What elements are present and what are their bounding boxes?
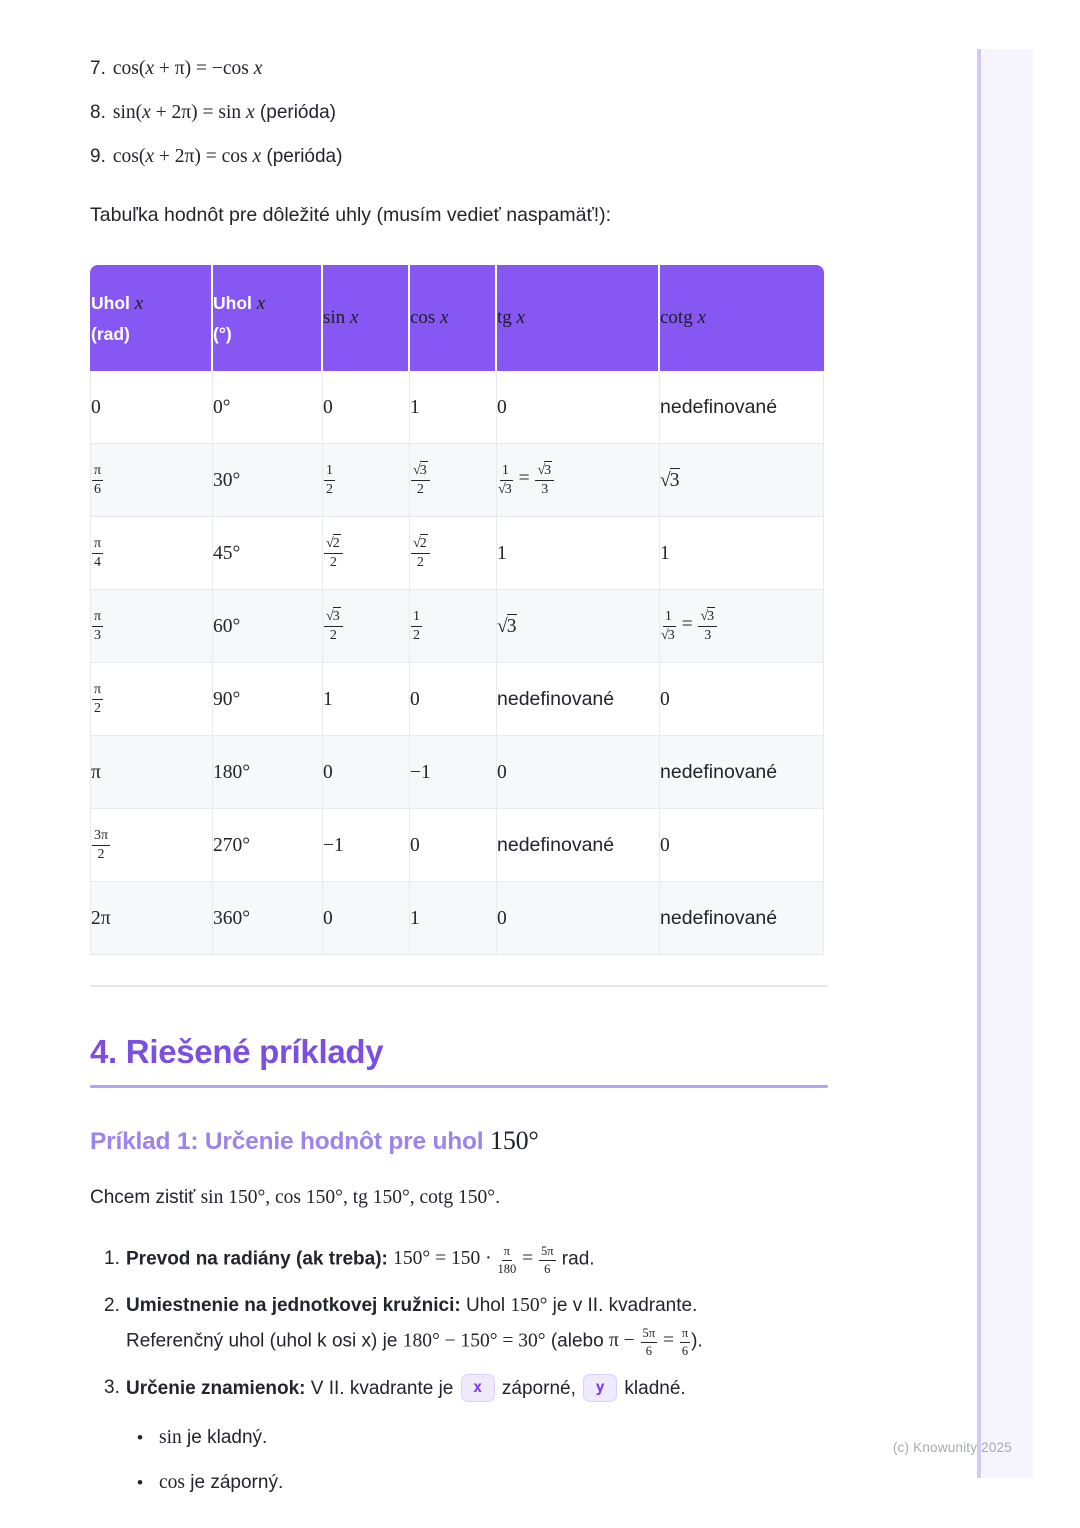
table-cell: nedefinované [660,371,824,444]
text-run: Referenčný uhol (uhol k osi x) je [126,1330,403,1352]
example-heading-angle: 150° [490,1126,539,1155]
table-cell: $\frac{\pi}{3}$ [90,590,213,663]
step-body [126,1374,828,1402]
formula-note: (perióda) [254,102,336,123]
math-run: 150° = 150 · $\frac{\pi}{180}$ = $\frac{5\pi}{6}$ [393,1244,554,1276]
table-header-cell: Uhol x (°) [213,265,323,371]
solution-steps [90,1245,828,1402]
table-cell: 0 [323,736,410,809]
bullet-text [159,1469,283,1496]
page-edge-strip [977,49,1033,1478]
formula-number: 9. [90,146,106,167]
table-row [90,517,824,590]
table-cell: −1 [410,736,497,809]
table-cell: 1 [660,517,824,590]
formula-math: sin(x + 2π) = sin x [112,102,255,123]
solution-step [104,1374,828,1402]
table-cell: $\frac{1}{2}$ [410,590,497,663]
table-cell: 1 [323,663,410,736]
table-cell: nedefinované [497,809,660,882]
table-cell: 0 [660,663,824,736]
sign-bullet-list [90,1424,828,1496]
example-lead-text [90,1185,828,1211]
example-heading-text: Príklad 1: Určenie hodnôt pre uhol [90,1128,484,1155]
text-run: Chcem zistiť [90,1187,201,1208]
formula-item [90,101,828,125]
table-row [90,736,824,809]
table-cell: −1 [323,809,410,882]
table-cell: √3 [497,590,660,663]
table-cell: nedefinované [660,736,824,809]
table-header-cell: tg x [497,265,660,371]
table-cell: 0 [323,882,410,955]
table-header-cell: Uhol x (rad) [90,265,213,371]
table-cell: $\frac{√2}{2}$ [323,517,410,590]
table-cell: 0 [497,736,660,809]
text-run: je kladný. [181,1427,268,1448]
text-run: ). [691,1330,703,1352]
table-cell: $\frac{3\pi}{2}$ [90,809,213,882]
table-cell: 0 [410,663,497,736]
table-cell: 45° [213,517,323,590]
text-run: kladné. [619,1378,686,1399]
table-cell: $\frac{√2}{2}$ [410,517,497,590]
text-run: je záporný. [185,1472,284,1493]
table-cell: 0 [323,371,410,444]
table-row [90,882,824,955]
math-run: cos [159,1472,185,1493]
table-cell: $\frac{\pi}{2}$ [90,663,213,736]
step-line [126,1292,828,1319]
bullet-item [137,1469,828,1496]
bullet-text [159,1424,267,1451]
inline-code-chip: y [583,1374,617,1402]
bullet-marker: • [137,1473,143,1492]
step-number: 1. [104,1248,120,1269]
formula-number: 8. [90,102,106,123]
formula-note: (perióda) [261,146,343,167]
table-cell: 0 [497,882,660,955]
table-header-row [90,265,824,371]
table-cell: 270° [213,809,323,882]
text-run: záporné, [496,1378,582,1399]
bold-text-run: Určenie znamienok: [126,1378,306,1399]
formula-item [90,145,828,169]
table-cell: 0 [410,809,497,882]
table-row [90,663,824,736]
table-cell: $\frac{√3}{2}$ [323,590,410,663]
table-cell: 60° [213,590,323,663]
math-run: 180° − 150° = 30° [402,1330,546,1352]
text-run: Uhol [460,1295,511,1316]
document-content [90,0,828,1514]
solution-step [104,1292,828,1357]
formula-math: cos(x + π) = −cos x [112,58,263,79]
formula-number: 7. [90,58,106,79]
table-cell: 0 [660,809,824,882]
step-line [126,1327,828,1357]
table-cell: $\frac{\pi}{4}$ [90,517,213,590]
table-cell: $\frac{1}{√3}$ = $\frac{√3}{3}$ [660,590,824,663]
math-run: 150° [510,1295,548,1316]
text-run: rad. [556,1248,595,1270]
table-row [90,809,824,882]
math-run: sin 150°, cos 150°, tg 150°, cotg 150° [200,1187,496,1208]
table-cell: 1 [410,882,497,955]
trig-values-table [90,265,824,955]
table-cell: 30° [213,444,323,517]
step-body [126,1245,828,1275]
table-cell: π [90,736,213,809]
step-number: 3. [104,1377,120,1398]
copyright-watermark: (c) Knowunity 2025 [892,1440,1012,1455]
table-row [90,371,824,444]
table-cell: $\frac{1}{2}$ [323,444,410,517]
table-cell: 90° [213,663,323,736]
table-header-cell: cos x [410,265,497,371]
bold-text-run: Umiestnenie na jednotkovej kružnici: [126,1295,461,1316]
inline-code-chip: x [461,1374,495,1402]
bold-text-run: Prevod na radiány (ak treba): [126,1248,388,1270]
identity-formula-list [90,57,828,169]
bullet-marker: • [137,1428,143,1447]
table-cell: nedefinované [497,663,660,736]
formula-item [90,57,828,81]
table-cell: $\frac{1}{√3}$ = $\frac{√3}{3}$ [497,444,660,517]
table-cell: 1 [410,371,497,444]
table-cell: nedefinované [660,882,824,955]
table-header-cell: sin x [323,265,410,371]
step-number: 2. [104,1295,120,1316]
section-divider [90,985,828,987]
table-cell: 2π [90,882,213,955]
section-heading: 4. Riešené príklady [90,1033,384,1070]
table-header-cell: cotg x [660,265,824,371]
table-cell: 0° [213,371,323,444]
text-run: V II. kvadrante je [305,1378,459,1399]
table-cell: 0 [90,371,213,444]
step-line [126,1374,828,1402]
math-run: π − $\frac{5\pi}{6}$ = $\frac{\pi}{6}$ [608,1326,689,1358]
table-cell: 1 [497,517,660,590]
table-cell: 360° [213,882,323,955]
text-run: . [495,1187,501,1208]
math-run: sin [159,1427,182,1448]
table-cell: √3 [660,444,824,517]
table-head [90,265,824,371]
table-row [90,444,824,517]
bullet-item [137,1424,828,1451]
table-cell: 0 [497,371,660,444]
table-intro-text: Tabuľka hodnôt pre dôležité uhly (musím vedieť naspamäť!): [90,204,612,226]
table-body [90,371,824,955]
step-line [126,1245,828,1275]
example-heading [90,1124,828,1159]
text-run: (alebo [545,1330,609,1352]
table-cell: $\frac{\pi}{6}$ [90,444,213,517]
text-run: je v II. kvadrante. [547,1295,698,1316]
table-row [90,590,824,663]
formula-math: cos(x + 2π) = cos x [112,146,262,167]
table-cell: $\frac{√3}{2}$ [410,444,497,517]
solution-step [104,1245,828,1275]
section-heading-underline [90,1085,828,1088]
table-cell: 180° [213,736,323,809]
step-body [126,1292,828,1357]
